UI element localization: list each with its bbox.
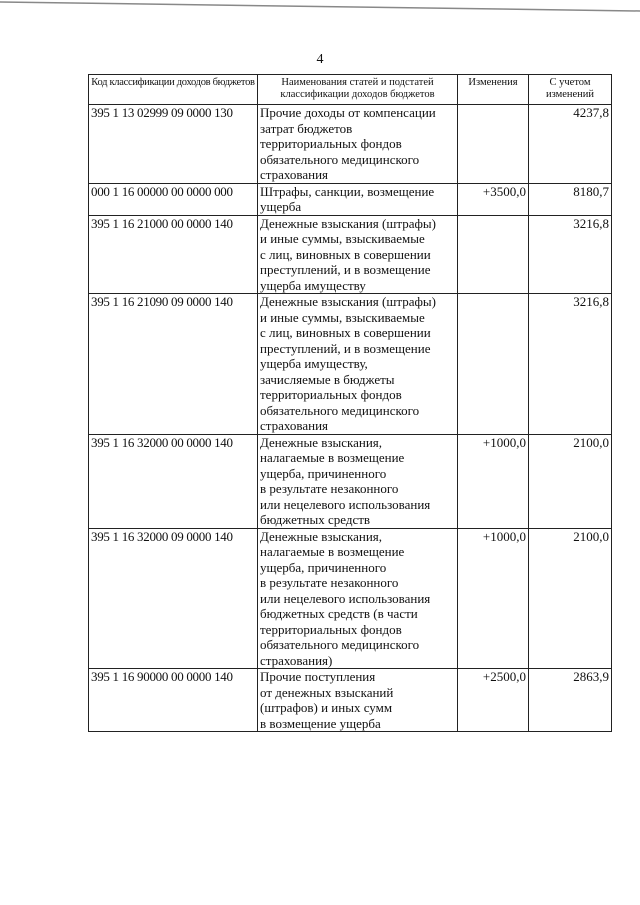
cell-total: 3216,8 xyxy=(529,215,612,294)
name-line: и иные суммы, взыскиваемые xyxy=(260,231,425,246)
name-line: территориальных фондов xyxy=(260,621,402,637)
table-row xyxy=(89,669,612,732)
cell-total: 2100,0 xyxy=(529,434,612,528)
name-line: зачисляемые в бюджеты xyxy=(260,371,395,387)
name-line: или нецелевого использования xyxy=(260,590,431,606)
cell-code: 395 1 13 02999 09 0000 130 xyxy=(89,105,258,184)
cell-code: 395 1 16 32000 09 0000 140 xyxy=(89,528,258,669)
name-line: в результате незаконного xyxy=(260,481,399,496)
cell-change: +1000,0 xyxy=(458,528,529,669)
scan-top-edge xyxy=(0,0,640,14)
name-line: обязательного медицинского xyxy=(260,402,420,418)
table-row xyxy=(89,183,612,215)
cell-total: 8180,7 xyxy=(529,183,612,215)
header-name: Наименования статей и подстатей классификации доходов бюджетов xyxy=(258,75,458,105)
cell-code: 395 1 16 21090 09 0000 140 xyxy=(89,294,258,435)
cell-name xyxy=(258,294,458,435)
name-line: и иные суммы, взыскиваемые xyxy=(260,309,425,325)
name-line: (штрафов) и иных сумм xyxy=(260,700,393,715)
cell-name xyxy=(258,215,458,294)
table-row xyxy=(89,294,612,435)
cell-name xyxy=(258,528,458,669)
cell-change: +1000,0 xyxy=(458,434,529,528)
name-line: обязательного медицинского xyxy=(260,637,420,652)
name-line: Денежные взыскания, xyxy=(260,528,383,544)
header-total: С учетом изменений xyxy=(529,75,612,105)
table-row xyxy=(89,434,612,528)
cell-total: 2863,9 xyxy=(529,669,612,732)
cell-name xyxy=(258,105,458,184)
name-line: бюджетных средств xyxy=(260,512,371,527)
name-line: ущерба, причиненного xyxy=(260,465,387,481)
cell-change xyxy=(458,215,529,294)
cell-change xyxy=(458,294,529,435)
name-line: или нецелевого использования xyxy=(260,496,431,512)
name-line: обязательного медицинского xyxy=(260,151,420,167)
name-line: Денежные взыскания, xyxy=(260,434,383,450)
name-line: налагаемые в возмещение xyxy=(260,450,405,465)
cell-name xyxy=(258,183,458,215)
name-line: бюджетных средств (в части xyxy=(260,606,418,621)
cell-total: 2100,0 xyxy=(529,528,612,669)
header-change: Изменения xyxy=(458,75,529,105)
name-line: Штрафы, санкции, возмещение xyxy=(260,183,435,199)
name-line: затрат бюджетов xyxy=(260,120,353,136)
name-line: Прочие поступления xyxy=(260,669,376,684)
name-line: в возмещение ущерба xyxy=(260,715,381,731)
name-line: преступлений, и в возмещение xyxy=(260,340,431,356)
cell-change: +3500,0 xyxy=(458,183,529,215)
cell-code: 395 1 16 90000 00 0000 140 xyxy=(89,669,258,732)
table-row xyxy=(89,528,612,669)
name-line: с лиц, виновных в совершении xyxy=(260,325,431,340)
name-line: территориальных фондов xyxy=(260,136,402,151)
name-line: ущерба, причиненного xyxy=(260,559,387,575)
cell-code: 395 1 16 21000 00 0000 140 xyxy=(89,215,258,294)
name-line: в результате незаконного xyxy=(260,575,399,590)
name-line: ущерба имуществу xyxy=(260,277,366,293)
cell-code: 000 1 16 00000 00 0000 000 xyxy=(89,183,258,215)
table-row xyxy=(89,215,612,294)
header-code: Код классификации доходов бюджетов xyxy=(89,75,258,105)
name-line: от денежных взысканий xyxy=(260,684,394,700)
cell-name xyxy=(258,669,458,732)
name-line: ущерба имуществу, xyxy=(260,356,368,371)
name-line: налагаемые в возмещение xyxy=(260,544,405,559)
name-line: Денежные взыскания (штрафы) xyxy=(260,294,436,309)
budget-revenue-table xyxy=(88,74,612,732)
name-line: Прочие доходы от компенсации xyxy=(260,105,436,120)
name-line: территориальных фондов xyxy=(260,387,402,402)
name-line: страхования xyxy=(260,167,329,182)
name-line: Денежные взыскания (штрафы) xyxy=(260,215,436,231)
cell-total: 4237,8 xyxy=(529,105,612,184)
name-line: страхования xyxy=(260,418,329,433)
name-line: преступлений, и в возмещение xyxy=(260,262,431,277)
page-number: 4 xyxy=(316,52,324,67)
name-line: ущерба xyxy=(260,199,302,214)
cell-change: +2500,0 xyxy=(458,669,529,732)
cell-code: 395 1 16 32000 00 0000 140 xyxy=(89,434,258,528)
cell-change xyxy=(458,105,529,184)
cell-name xyxy=(258,434,458,528)
name-line: с лиц, виновных в совершении xyxy=(260,246,431,262)
cell-total: 3216,8 xyxy=(529,294,612,435)
name-line: страхования) xyxy=(260,652,333,668)
table-row xyxy=(89,105,612,184)
table-header-row xyxy=(89,75,612,105)
